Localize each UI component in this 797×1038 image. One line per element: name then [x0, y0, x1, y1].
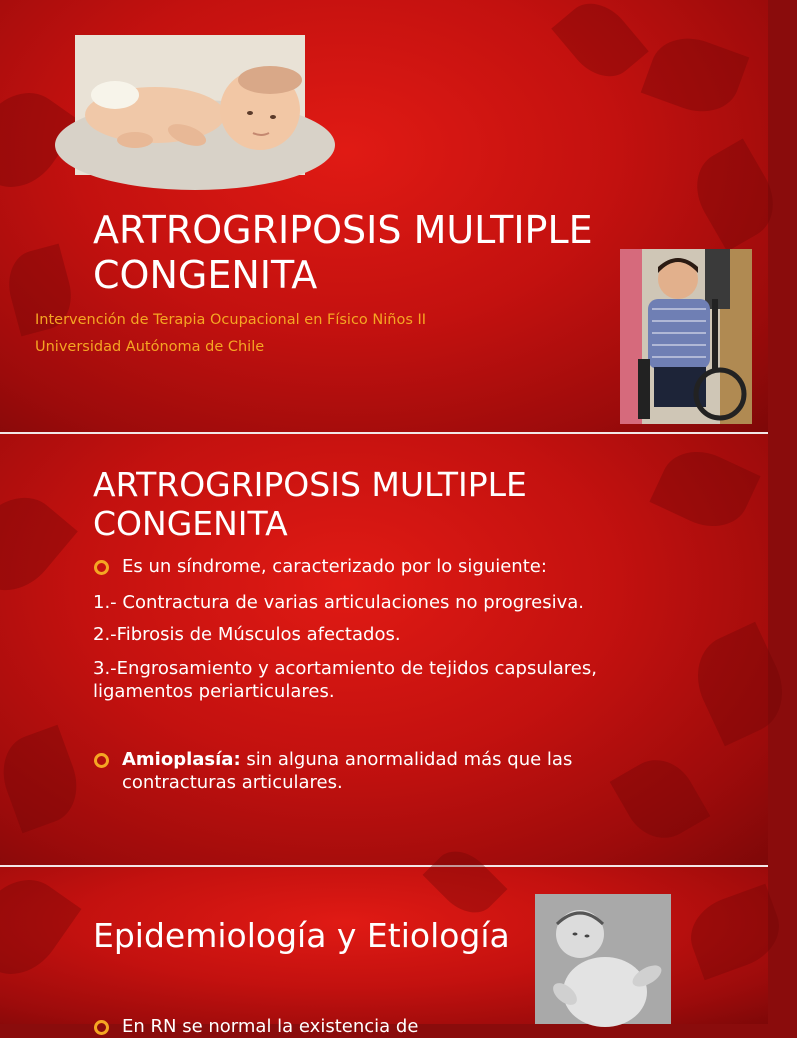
amioplasia-term: Amioplasía: — [122, 749, 241, 770]
leaf-decoration — [551, 0, 648, 90]
slide-1-subtitle-university: Universidad Autónoma de Chile — [35, 339, 265, 355]
slide-1 — [0, 0, 768, 432]
leaf-decoration — [681, 884, 790, 981]
leaf-decoration — [683, 622, 797, 746]
infant-bw-photo — [535, 894, 671, 1024]
leaf-decoration — [682, 139, 788, 252]
title-line-1: ARTROGRIPOSIS MULTIPLE — [93, 208, 593, 252]
slide-1-subtitle-course: Intervención de Terapia Ocupacional en Físico Niños II — [35, 312, 427, 328]
leaf-decoration — [0, 863, 81, 991]
bullet-dot-icon — [94, 753, 109, 768]
slide-3 — [0, 867, 768, 1037]
slide-1-title — [93, 208, 653, 298]
list-item-3 — [93, 657, 653, 704]
baby-photo — [75, 35, 305, 175]
bullet-dot-icon — [94, 560, 109, 575]
leaf-decoration — [649, 438, 760, 539]
title-line-2: CONGENITA — [93, 252, 318, 297]
title-line-2: CONGENITA — [93, 503, 288, 543]
bullet-partial-text: En RN se normal la existencia de — [122, 1016, 419, 1037]
amioplasia-definition-line-2: contracturas articulares. — [122, 772, 343, 794]
leaf-decoration — [0, 480, 78, 608]
boy-wheelchair-photo — [620, 249, 752, 424]
slide-2 — [0, 434, 768, 865]
list-item-2: 2.-Fibrosis de Músculos afectados. — [93, 624, 401, 645]
bullet-amioplasia — [122, 748, 682, 795]
amioplasia-definition: sin alguna anormalidad más que las — [240, 749, 573, 770]
list-item-3-line-2: ligamentos periarticulares. — [93, 681, 335, 703]
slide-2-title — [93, 466, 653, 544]
leaf-decoration — [641, 27, 750, 124]
bullet-partial — [122, 1015, 682, 1038]
bullet-intro — [122, 555, 682, 578]
leaf-decoration — [0, 725, 88, 834]
slide-3-title: Epidemiología y Etiología — [93, 916, 510, 955]
bullet-dot-icon — [94, 1020, 109, 1035]
bullet-intro-text: Es un síndrome, caracterizado por lo siguiente: — [122, 556, 547, 577]
list-item-3-line-1: 3.-Engrosamiento y acortamiento de tejidos capsulares, — [93, 658, 597, 679]
list-item-1: 1.- Contractura de varias articulaciones no progresiva. — [93, 592, 585, 613]
title-line-1: ARTROGRIPOSIS MULTIPLE — [93, 465, 527, 504]
